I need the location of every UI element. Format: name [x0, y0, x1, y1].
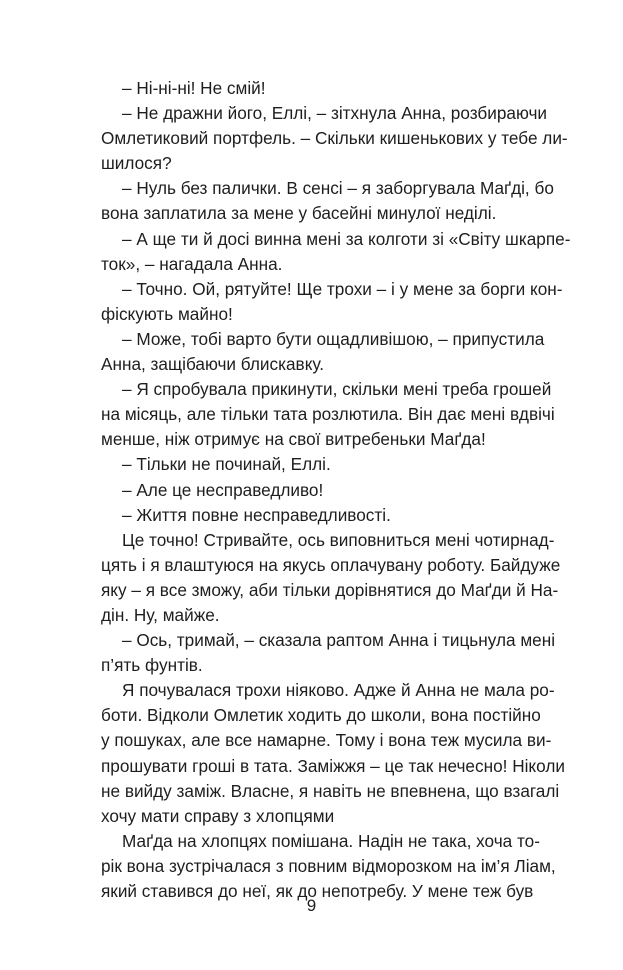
paragraph	[101, 528, 561, 628]
text-line: фіскують майно!	[101, 303, 233, 324]
paragraph	[101, 327, 545, 377]
text-line: – А ще ти й досі винна мені за колготи зі «Світу шкарпе-	[122, 228, 571, 249]
paragraph	[101, 227, 571, 277]
paragraph	[101, 176, 554, 226]
text-line: – Нуль без палички. В сенсі – я заборгувала Маґді, бо	[122, 178, 554, 199]
paragraph	[101, 829, 556, 904]
text-line: дін. Ну, майже.	[101, 604, 220, 625]
paragraph	[101, 478, 533, 503]
text-line: цять і я влаштуюся на якусь оплачувану роботу. Байдуже	[101, 554, 561, 575]
body-text	[101, 76, 571, 904]
paragraph	[101, 678, 565, 829]
text-line: Анна, защібаючи блискавку.	[101, 354, 325, 375]
text-line: – Не дражни його, Еллі, – зітхнула Анна, розбираючи	[122, 103, 548, 124]
text-line: хочу мати справу з хлопцями	[101, 805, 335, 826]
text-line: – Але це несправедливо!	[122, 479, 324, 500]
text-line: не вийду заміж. Власне, я навіть не впевнена, що взагалі	[101, 780, 560, 801]
text-line: п’ять фунтів.	[101, 655, 203, 676]
page-number: 9	[306, 896, 317, 915]
paragraph	[101, 277, 563, 327]
text-line: – Може, тобі варто бути ощадливішою, – припустила	[122, 328, 545, 349]
text-line: рік вона зустрічалася з повним відморозком на ім’я Ліам,	[101, 855, 556, 876]
text-line: ток», – нагадала Анна.	[101, 253, 283, 274]
text-line: на місяць, але тільки тата розлютила. Він дає мені вдвічі	[101, 404, 555, 425]
text-line: – Ось, тримай, – сказала раптом Анна і тицьнула мені	[122, 630, 556, 651]
paragraph	[101, 101, 568, 176]
text-line: – Тільки не починай, Еллі.	[122, 454, 331, 475]
text-line: прошувати гроші в тата. Заміжжя – це так нечесно! Ніколи	[101, 755, 565, 776]
text-line: шилося?	[101, 153, 172, 174]
text-line: у пошуках, але все намарне. Тому і вона теж мусила ви-	[101, 730, 552, 751]
paragraph	[101, 377, 555, 452]
text-line: менше, ніж отримує на свої витребеньки Маґда!	[101, 429, 486, 450]
text-line: – Ні-ні-ні! Не смій!	[122, 78, 266, 98]
text-line: Я почувалася трохи ніяково. Адже й Анна не мала ро-	[122, 680, 555, 701]
paragraph	[101, 628, 556, 678]
text-line: боти. Відколи Омлетик ходить до школи, вона постійно	[101, 705, 541, 726]
text-line: – Точно. Ой, рятуйте! Ще трохи – і у мене за борги кон-	[122, 278, 563, 299]
paragraph	[101, 503, 533, 528]
text-line: Омлетиковий портфель. – Скільки кишенькових у тебе ли-	[101, 128, 568, 149]
text-line: – Я спробувала прикинути, скільки мені треба грошей	[122, 379, 552, 400]
text-line: вона заплатила за мене у басейні минулої неділі.	[101, 203, 497, 224]
text-line: Це точно! Стривайте, ось виповниться мені чотирнад-	[122, 529, 555, 550]
text-line: Маґда на хлопцях помішана. Надін не така, хоча то-	[122, 830, 540, 851]
text-line: – Життя повне несправедливості.	[122, 504, 391, 525]
text-line: яку – я все зможу, аби тільки дорівнятися до Маґди й На-	[101, 579, 559, 600]
paragraph	[101, 76, 533, 101]
paragraph	[101, 452, 533, 477]
text-line: який ставився до неї, як до непотребу. У мене теж був	[101, 881, 534, 901]
